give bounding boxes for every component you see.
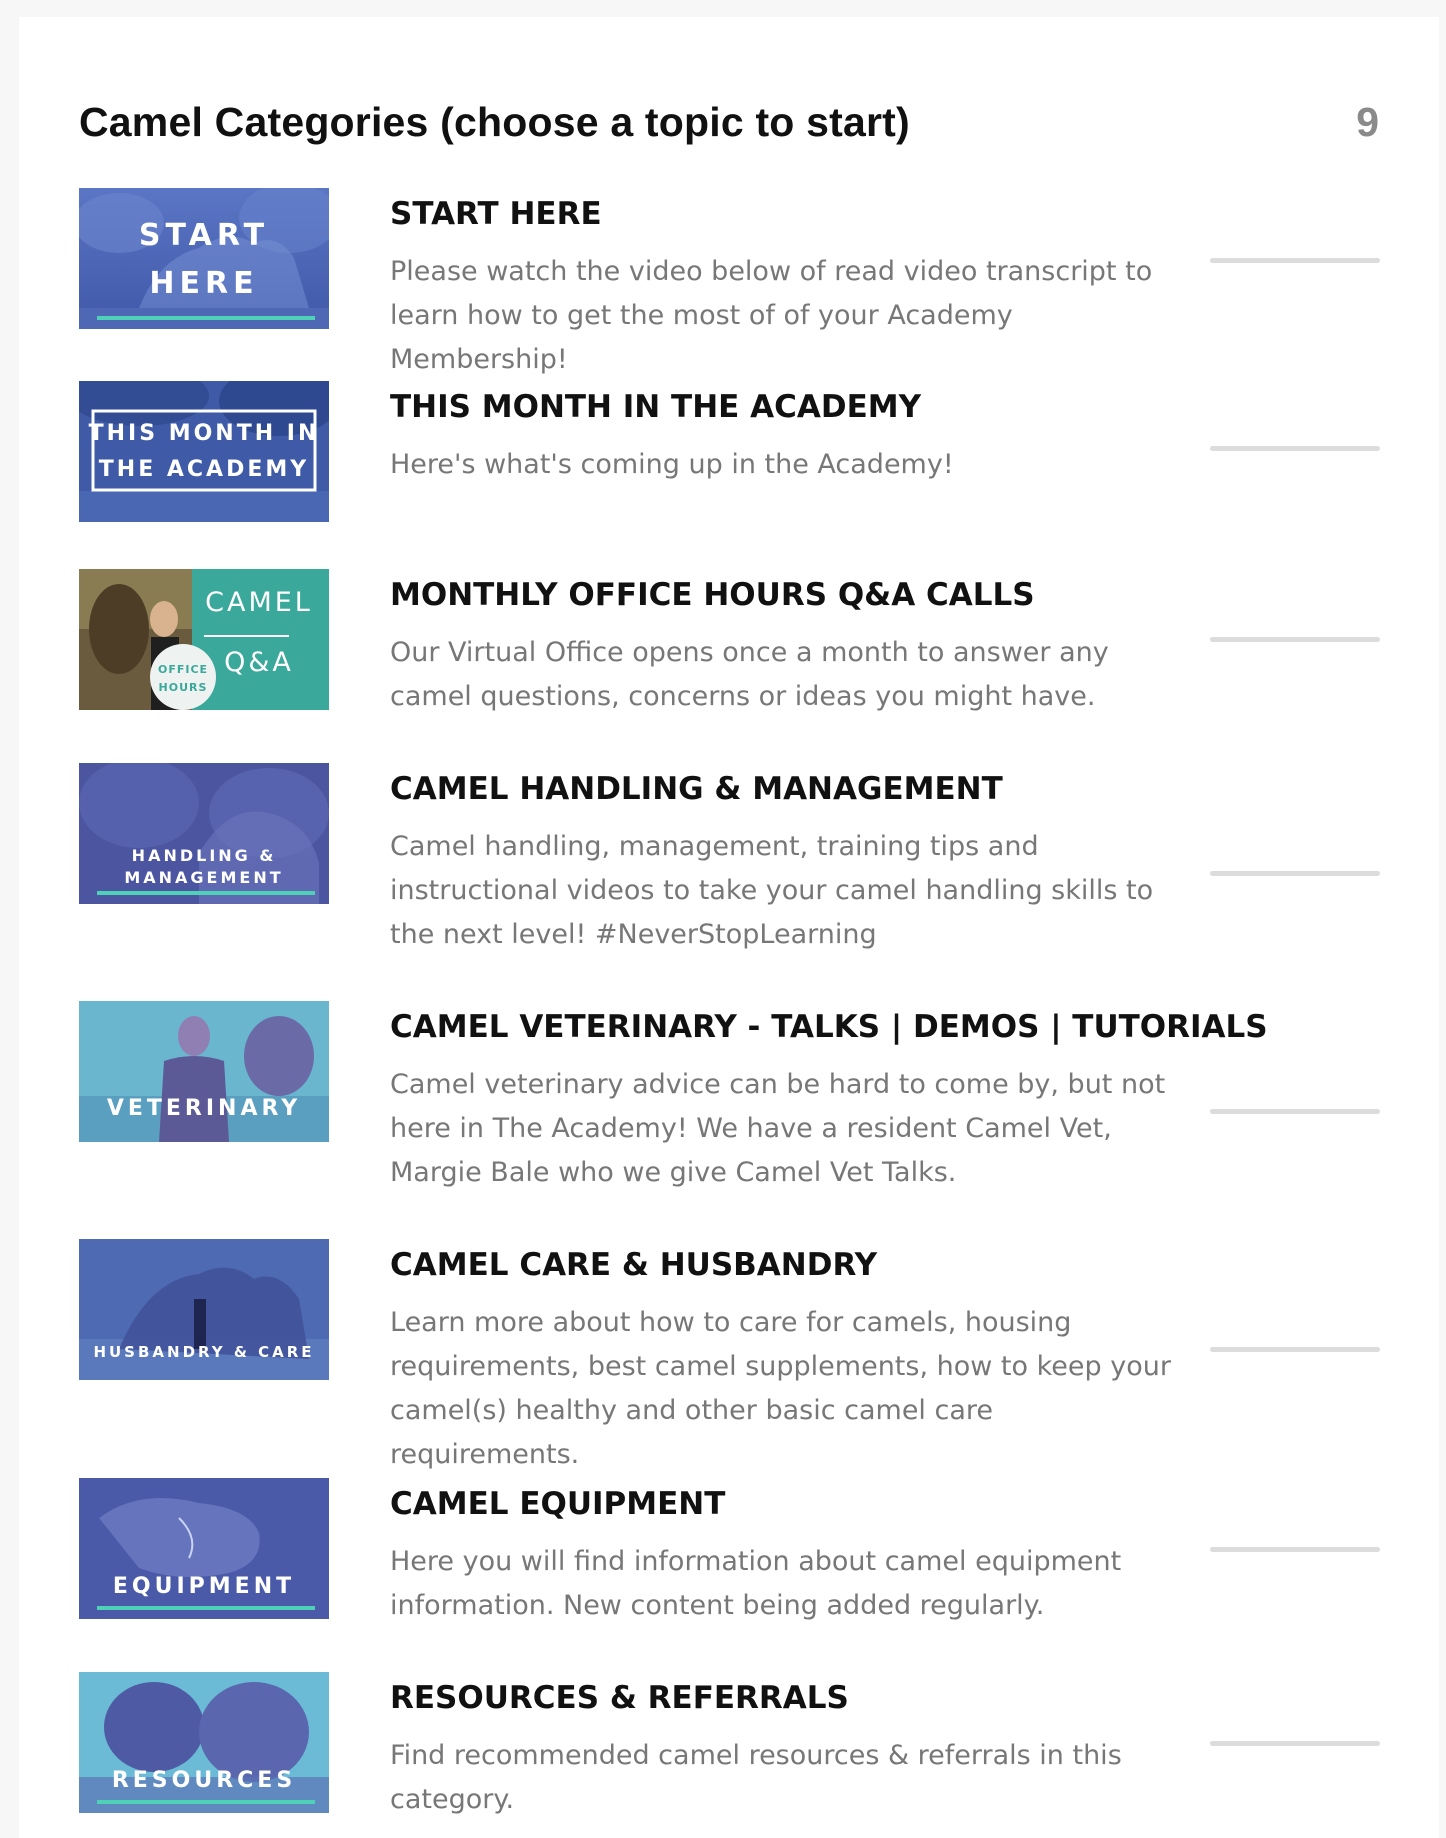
category-description: Our Virtual Office opens once a month to answer any camel questions, concerns or ideas you might have. (390, 637, 1109, 712)
thumbnail-label: CAMEL (205, 587, 313, 618)
category-title[interactable]: CAMEL CARE & HUSBANDRY (390, 1247, 878, 1283)
category-title[interactable]: CAMEL EQUIPMENT (390, 1486, 726, 1522)
category-title[interactable]: START HERE (390, 196, 602, 232)
office-hours-badge: HOURS (158, 681, 208, 694)
thumbnail-label: Q&A (224, 647, 294, 678)
category-title[interactable]: RESOURCES & REFERRALS (390, 1680, 849, 1716)
category-progress-bar (1210, 1109, 1380, 1114)
category-description: Find recommended camel resources & referrals in this category. (390, 1740, 1122, 1815)
category-description: Camel handling, management, training tips and instructional videos to take your camel handling skills to the next level! #NeverStopLearning (390, 831, 1154, 950)
thumbnail-label: RESOURCES (111, 1768, 297, 1793)
category-description: Please watch the video below of read video transcript to learn how to get the most of of your Academy Membership! (390, 256, 1153, 375)
category-thumbnail-start-here[interactable] (79, 188, 329, 329)
categories-header (79, 99, 1379, 149)
category-title[interactable]: MONTHLY OFFICE HOURS Q&A CALLS (390, 577, 1035, 613)
category-progress-bar (1210, 446, 1380, 451)
category-thumbnail-husbandry[interactable] (79, 1239, 329, 1380)
category-description: Here's what's coming up in the Academy! (390, 449, 954, 480)
thumbnail-underline (97, 316, 315, 320)
categories-card (19, 17, 1439, 1838)
thumbnail-label: START (138, 218, 270, 253)
category-thumbnail-handling[interactable] (79, 763, 329, 904)
category-description: Camel veterinary advice can be hard to come by, but not here in The Academy! We have a resident Camel Vet, Margie Bale who we give Camel Vet Talks. (390, 1069, 1166, 1188)
thumbnail-label: HANDLING & (131, 846, 277, 865)
thumbnail-image (79, 188, 329, 329)
thumbnail-label: HERE (149, 266, 259, 301)
thumbnail-label: MANAGEMENT (124, 868, 284, 887)
category-progress-bar (1210, 871, 1380, 876)
category-progress-bar (1210, 1741, 1380, 1746)
category-thumbnail-resources[interactable] (79, 1672, 329, 1813)
category-thumbnail-veterinary[interactable] (79, 1001, 329, 1142)
thumbnail-label: HUSBANDRY & CARE (93, 1343, 315, 1361)
category-title[interactable]: THIS MONTH IN THE ACADEMY (390, 389, 922, 425)
category-description: Here you will find information about camel equipment information. New content being added regularly. (390, 1546, 1122, 1621)
page-title: Camel Categories (choose a topic to start) (79, 99, 910, 145)
thumbnail-label: EQUIPMENT (112, 1574, 296, 1599)
thumbnail-label: THIS MONTH IN (88, 421, 320, 446)
category-count: 9 (1356, 99, 1379, 145)
thumbnail-underline (97, 1800, 315, 1804)
category-progress-bar (1210, 258, 1380, 263)
category-progress-bar (1210, 1347, 1380, 1352)
office-hours-badge: OFFICE (157, 663, 209, 676)
thumbnail-underline (97, 891, 315, 895)
thumbnail-image (79, 381, 329, 522)
category-title[interactable]: CAMEL HANDLING & MANAGEMENT (390, 771, 1003, 807)
category-thumbnail-this-month[interactable] (79, 381, 329, 522)
category-title[interactable]: CAMEL VETERINARY - TALKS | DEMOS | TUTORIALS (390, 1009, 1268, 1045)
thumbnail-underline (97, 1606, 315, 1610)
thumbnail-label: THE ACADEMY (98, 457, 310, 482)
category-thumbnail-office-hours[interactable] (79, 569, 329, 710)
category-progress-bar (1210, 1547, 1380, 1552)
category-progress-bar (1210, 637, 1380, 642)
thumbnail-label: VETERINARY (106, 1096, 302, 1121)
category-thumbnail-equipment[interactable] (79, 1478, 329, 1619)
category-description: Learn more about how to care for camels, housing requirements, best camel supplements, how to keep your camel(s) healthy and other basic camel care requirements. (390, 1307, 1171, 1470)
